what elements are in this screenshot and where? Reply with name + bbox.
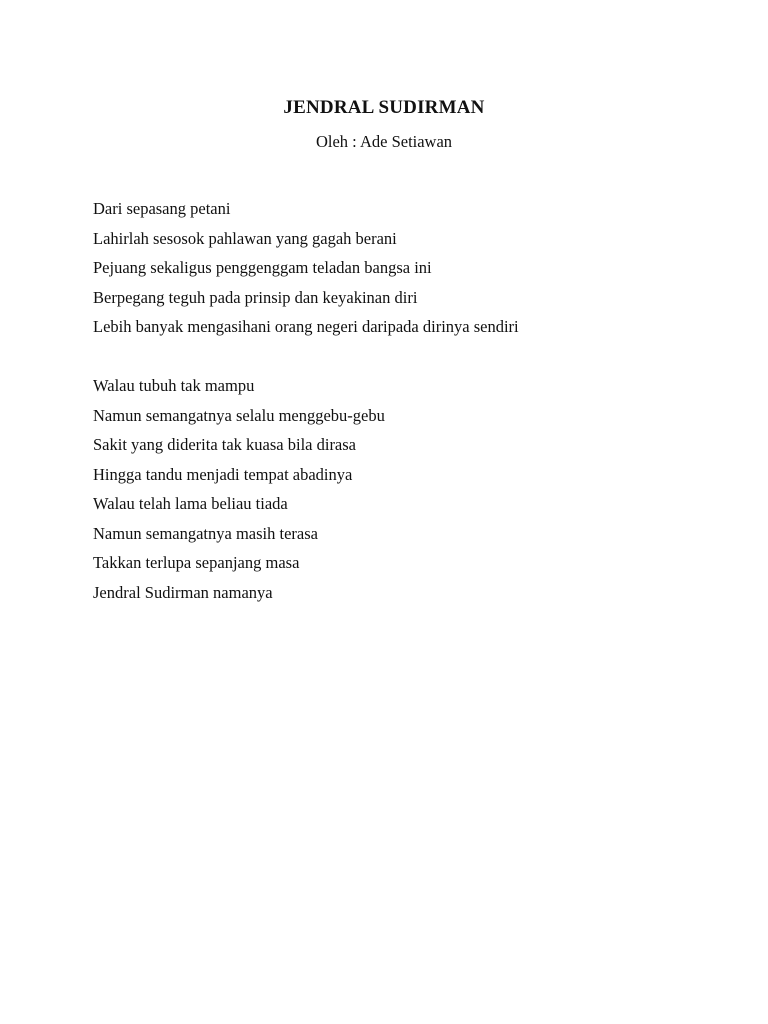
poem-line: Lebih banyak mengasihani orang negeri daripada dirinya sendiri [93, 317, 519, 336]
poem-title: JENDRAL SUDIRMAN [283, 97, 485, 118]
stanza-2 [93, 371, 385, 607]
poem-line: Namun semangatnya selalu menggebu-gebu [93, 405, 385, 425]
poem-line: Namun semangatnya masih terasa [93, 523, 318, 543]
poem-line: Walau telah lama beliau tiada [93, 494, 288, 513]
poem-line: Walau tubuh tak mampu [93, 376, 255, 395]
poem-line: Sakit yang diderita tak kuasa bila dirasa [93, 435, 357, 454]
poem-line: Pejuang sekaligus penggenggam teladan bangsa ini [93, 258, 432, 277]
poem-line: Jendral Sudirman namanya [93, 582, 273, 602]
poem-line: Berpegang teguh pada prinsip dan keyakinan diri [93, 287, 418, 307]
poem-line: Lahirlah sesosok pahlawan yang gagah berani [93, 228, 397, 248]
poem-author: Oleh : Ade Setiawan [315, 132, 453, 151]
poem-line: Hingga tandu menjadi tempat abadinya [93, 464, 353, 484]
stanza-1 [93, 194, 519, 342]
poem-line: Dari sepasang petani [93, 199, 231, 218]
poem-line: Takkan terlupa sepanjang masa [93, 553, 300, 572]
